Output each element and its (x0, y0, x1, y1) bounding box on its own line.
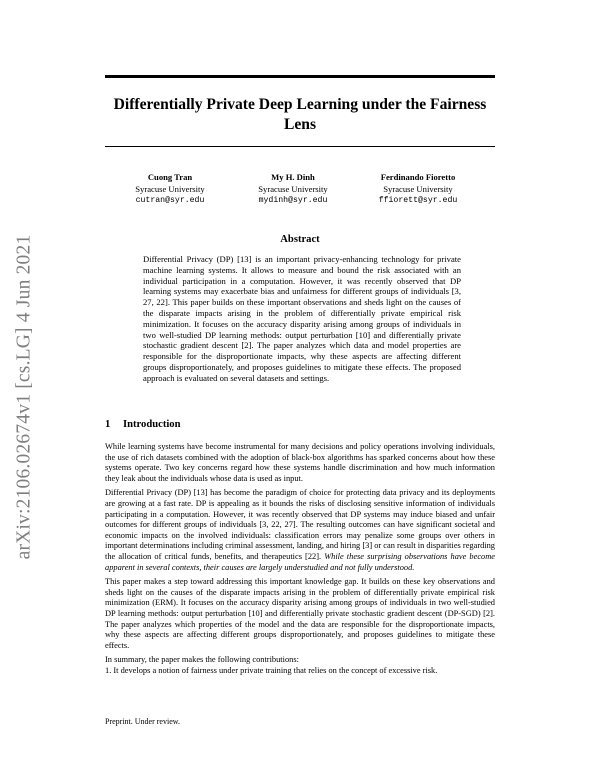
author-email: mydinh@syr.edu (258, 196, 328, 205)
body-text (105, 442, 495, 680)
author-affiliation: Syracuse University (135, 183, 205, 194)
arxiv-stamp (6, 212, 42, 582)
section-number: 1 (105, 419, 111, 430)
abstract-text: Differential Privacy (DP) [13] is an important privacy-enhancing technology for private machine learning systems. It allows to measure and bound the risk associated with an individual participation in a computation. However, it was recently observed that DP learning systems may exacerbate bias and unfairness for different groups of individuals [3, 27, 22]. This paper builds on these important observations and sheds light on the causes of the disparate impacts arising in the problem of differentially private empirical risk minimization. It focuses on the accuracy disparity arising among groups of individuals in two well-studied DP learning methods: output perturbation [10] and differentially private stochastic gradient descent [2]. The paper analyzes which data and model properties are responsible for the disproportionate impacts, why these aspects are affecting different groups disproportionately, and proposes guidelines to mitigate these effects. The proposed approach is evaluated on several datasets and settings. (143, 254, 461, 383)
author-affiliation: Syracuse University (383, 183, 453, 194)
contribution-item-1: 1. It develops a notion of fairness under private training that relies on the concept of excessive risk. (105, 665, 438, 675)
author-name: Ferdinando Fioretto (380, 172, 456, 182)
author-2 (228, 172, 358, 207)
arxiv-id-text: arXiv:2106.02674v1 [cs.LG] 4 Jun 2021 (13, 234, 34, 560)
author-email: cutran@syr.edu (135, 196, 205, 205)
abstract-heading: Abstract (280, 234, 320, 245)
author-email: ffiorett@syr.edu (378, 196, 458, 205)
footer-note: Preprint. Under review. (105, 717, 181, 726)
title-top-rule (105, 75, 495, 78)
paragraph-2 (105, 488, 495, 573)
section-title: Introduction (123, 419, 181, 430)
paragraph-3: This paper makes a step toward addressing this important knowledge gap. It builds on these key observations and sheds light on the causes of the disparate impacts arising in the problem of differentially private empirical risk minimization (ERM). It focuses on the accuracy disparity arising among groups of individuals in two well-studied DP learning methods: output perturbation [10] and differentially private stochastic gradient descent (DP-SGD) [2]. The paper analyzes which properties of the model and the data are responsible for the disproportionate impacts, why these aspects are affecting different groups disproportionately, and proposes guidelines to mitigate these effects. (105, 577, 495, 650)
paragraph-2-emphasis: While these surprising observations have become apparent in several contexts, their causes are largely understudied and not fully understood. (105, 551, 495, 572)
author-name: Cuong Tran (147, 172, 193, 182)
author-name: My H. Dinh (271, 172, 315, 182)
author-affiliation: Syracuse University (258, 183, 328, 194)
paragraph-1: While learning systems have become instrumental for many decisions and policy operations involving individuals, the use of rich datasets combined with the adoption of black-box algorithms has sparked concerns about how these systems operate. Two key concerns regard how these systems handle discrimination and how much information they leak about the individuals whose data is used as input. (105, 442, 495, 483)
author-block (105, 172, 495, 212)
title-bottom-rule (105, 146, 495, 147)
author-1 (105, 172, 235, 207)
paragraph-2-main: Differential Privacy (DP) [13] has become the paradigm of choice for protecting data privacy and its deployments are growing at a fast rate. DP is appealing as it bounds the risks of disclosing sensitive information of individuals participating in a computation. However, it was recently observed that DP systems may induce biased and unfair outcomes for different groups of individuals [3, 22, 27]. The resulting outcomes can have significant societal and economic impacts on the involved individuals: classification errors may penalize some groups over others in important determinations including criminal assessment, landing, and hiring [3] or can result in disparities regarding the allocation of critical funds, benefits, and therapeutics [22]. (105, 488, 495, 561)
author-3 (353, 172, 483, 207)
paragraph-4: In summary, the paper makes the following contributions: (105, 655, 299, 665)
section-heading (105, 419, 181, 430)
paper-title: Differentially Private Deep Learning under the Fairness Lens (113, 96, 487, 133)
